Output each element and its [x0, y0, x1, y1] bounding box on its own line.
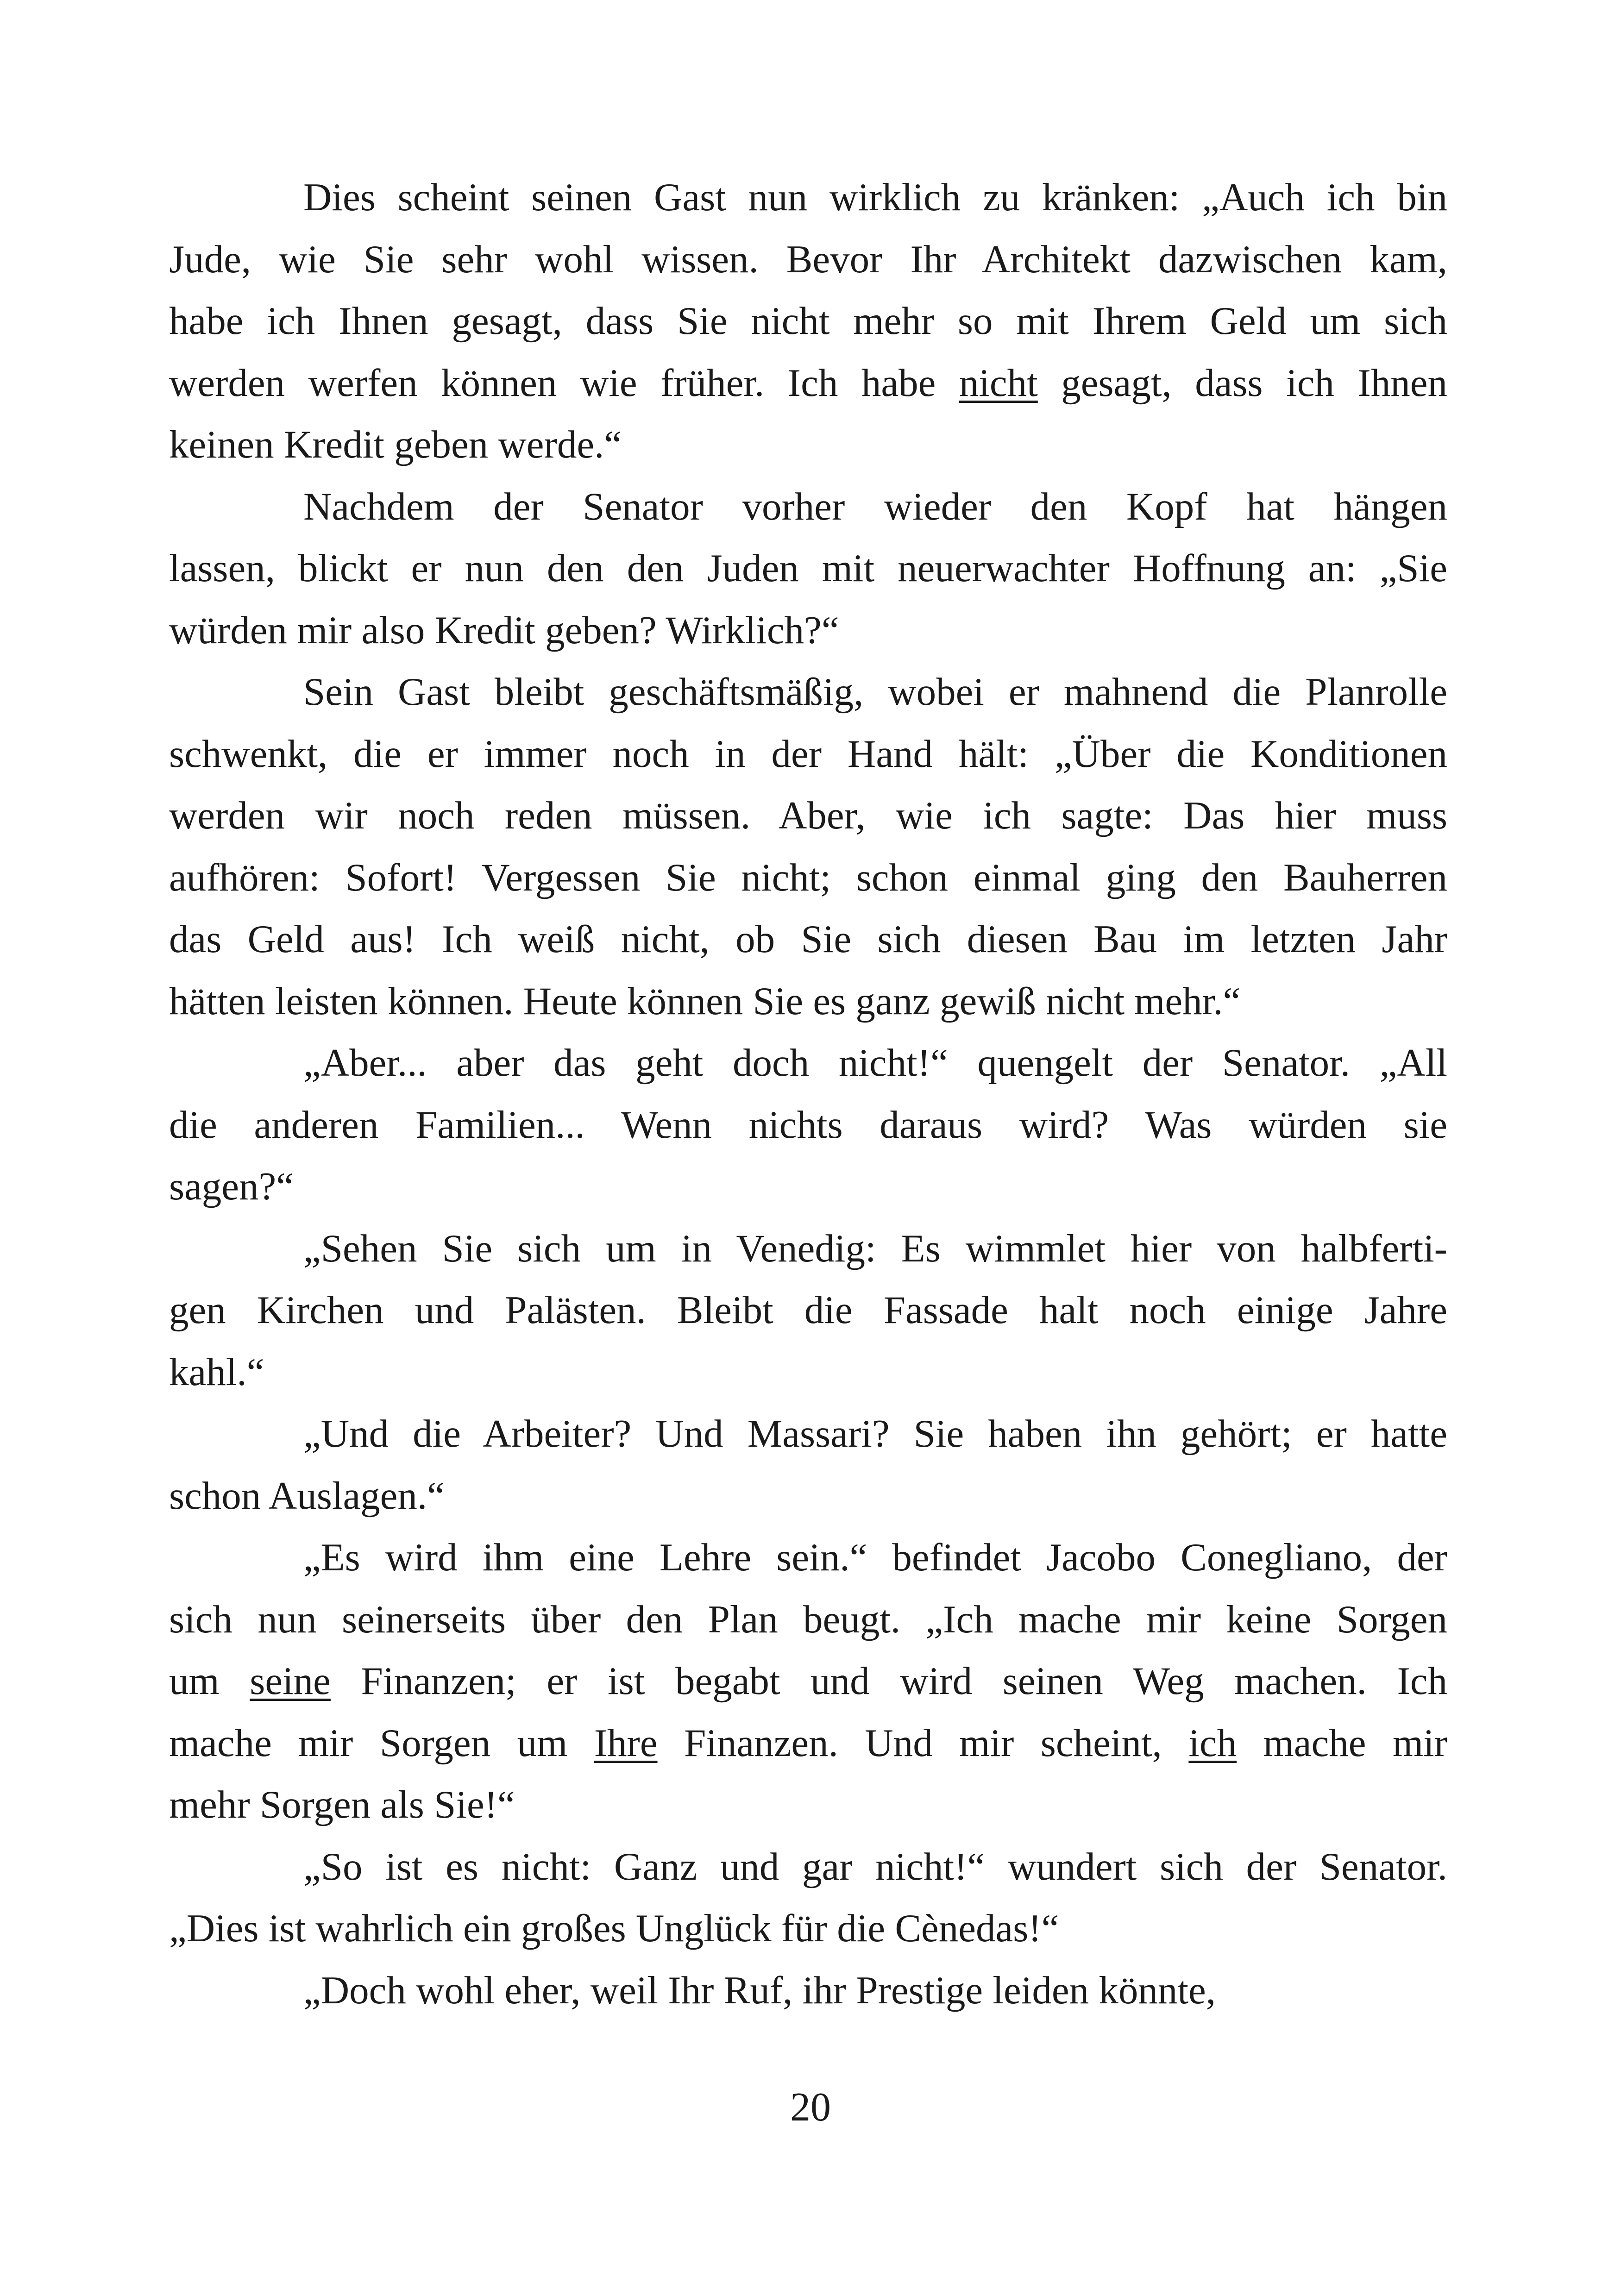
- text-segment: das Geld aus! Ich weiß nicht, ob Sie sich diesen Bau im letzten Jahr: [169, 917, 1447, 961]
- text-segment: Finanzen; er ist begabt und wird seinen Weg machen. Ich: [330, 1659, 1447, 1703]
- text-line: [169, 1032, 1447, 1094]
- text-segment: „Aber... aber das geht doch nicht!“ quengelt der Senator. „All: [303, 1041, 1447, 1085]
- text-segment: gen Kirchen und Palästen. Bleibt die Fassade halt noch einige Jahre: [169, 1288, 1447, 1332]
- text-segment: hätten leisten können. Heute können Sie es ganz gewiß nicht mehr.“: [169, 979, 1241, 1023]
- text-line: [169, 1836, 1447, 1898]
- text-segment: Jude, wie Sie sehr wohl wissen. Bevor Ihr Architekt dazwischen kam,: [169, 237, 1447, 281]
- underlined-word: seine: [250, 1659, 331, 1703]
- text-segment: kahl.“: [169, 1350, 264, 1394]
- paragraph: [169, 167, 1447, 476]
- text-line: [169, 352, 1447, 414]
- paragraph: [169, 1218, 1447, 1404]
- text-line: [169, 1898, 1447, 1960]
- text-line: [169, 1589, 1447, 1651]
- text-line: [169, 600, 1447, 662]
- paragraph: [169, 1527, 1447, 1836]
- text-segment: aufhören: Sofort! Vergessen Sie nicht; schon einmal ging den Bauherren: [169, 855, 1447, 899]
- text-segment: „Doch wohl eher, weil Ihr Ruf, ihr Prestige leiden könnte,: [303, 1968, 1216, 2012]
- text-line: [169, 971, 1447, 1033]
- text-segment: Finanzen. Und mir scheint,: [657, 1721, 1189, 1765]
- underlined-word: Ihre: [594, 1721, 658, 1765]
- paragraph: [169, 1960, 1447, 2022]
- text-segment: sich nun seinerseits über den Plan beugt. „Ich mache mir keine Sorgen: [169, 1597, 1447, 1641]
- text-segment: „Sehen Sie sich um in Venedig: Es wimmlet hier von halbferti-: [303, 1226, 1447, 1270]
- text-segment: lassen, blickt er nun den den Juden mit neuerwachter Hoffnung an: „Sie: [169, 546, 1447, 590]
- text-segment: Dies scheint seinen Gast nun wirklich zu kränken: „Auch ich bin: [303, 176, 1447, 219]
- text-line: [169, 538, 1447, 600]
- text-line: [169, 1960, 1447, 2022]
- text-segment: „Und die Arbeiter? Und Massari? Sie haben ihn gehört; er hatte: [303, 1412, 1447, 1455]
- text-segment: werden wir noch reden müssen. Aber, wie ich sagte: Das hier muss: [169, 794, 1447, 837]
- text-line: [169, 414, 1447, 476]
- text-segment: sagen?“: [169, 1165, 294, 1208]
- text-segment: schwenkt, die er immer noch in der Hand hält: „Über die Konditionen: [169, 732, 1447, 776]
- text-segment: um: [169, 1659, 250, 1703]
- text-line: [169, 1342, 1447, 1404]
- paragraph: [169, 1836, 1447, 1960]
- text-line: [169, 1527, 1447, 1589]
- text-line: [169, 290, 1447, 352]
- paragraph: [169, 1032, 1447, 1218]
- text-segment: „Es wird ihm eine Lehre sein.“ befindet Jacobo Conegliano, der: [303, 1536, 1447, 1579]
- body-text: [169, 167, 1447, 2021]
- text-segment: gesagt, dass ich Ihnen: [1037, 361, 1447, 405]
- text-line: [169, 167, 1447, 229]
- text-segment: mehr Sorgen als Sie!“: [169, 1783, 515, 1826]
- text-segment: habe ich Ihnen gesagt, dass Sie nicht mehr so mit Ihrem Geld um sich: [169, 299, 1447, 343]
- paragraph: [169, 476, 1447, 662]
- text-segment: werden werfen können wie früher. Ich habe: [169, 361, 959, 405]
- text-segment: mache mir Sorgen um: [169, 1721, 594, 1765]
- underlined-word: nicht: [959, 361, 1038, 405]
- text-segment: schon Auslagen.“: [169, 1474, 445, 1518]
- text-segment: würden mir also Kredit geben? Wirklich?“: [169, 608, 839, 652]
- text-segment: Nachdem der Senator vorher wieder den Kopf hat hängen: [303, 484, 1447, 528]
- text-line: [169, 1403, 1447, 1465]
- underlined-word: ich: [1188, 1721, 1237, 1765]
- text-segment: keinen Kredit geben werde.“: [169, 423, 622, 466]
- text-line: [169, 723, 1447, 785]
- text-segment: „So ist es nicht: Ganz und gar nicht!“ wundert sich der Senator.: [303, 1844, 1447, 1888]
- paragraph: [169, 661, 1447, 1032]
- text-line: [169, 476, 1447, 538]
- text-line: [169, 1774, 1447, 1836]
- paragraph: [169, 1403, 1447, 1527]
- text-line: [169, 1156, 1447, 1218]
- text-line: [169, 785, 1447, 847]
- text-line: [169, 1094, 1447, 1156]
- text-line: [169, 1218, 1447, 1280]
- text-line: [169, 1280, 1447, 1342]
- text-line: [169, 1650, 1447, 1713]
- text-segment: mache mir: [1237, 1721, 1447, 1765]
- text-line: [169, 1465, 1447, 1527]
- text-line: [169, 661, 1447, 723]
- text-segment: Sein Gast bleibt geschäftsmäßig, wobei er mahnend die Planrolle: [303, 670, 1447, 714]
- text-segment: die anderen Familien... Wenn nichts daraus wird? Was würden sie: [169, 1103, 1447, 1147]
- page-number: 20: [790, 2085, 831, 2130]
- text-line: [169, 1713, 1447, 1775]
- text-segment: „Dies ist wahrlich ein großes Unglück für die Cènedas!“: [169, 1907, 1059, 1950]
- text-line: [169, 847, 1447, 909]
- text-line: [169, 229, 1447, 291]
- text-line: [169, 909, 1447, 971]
